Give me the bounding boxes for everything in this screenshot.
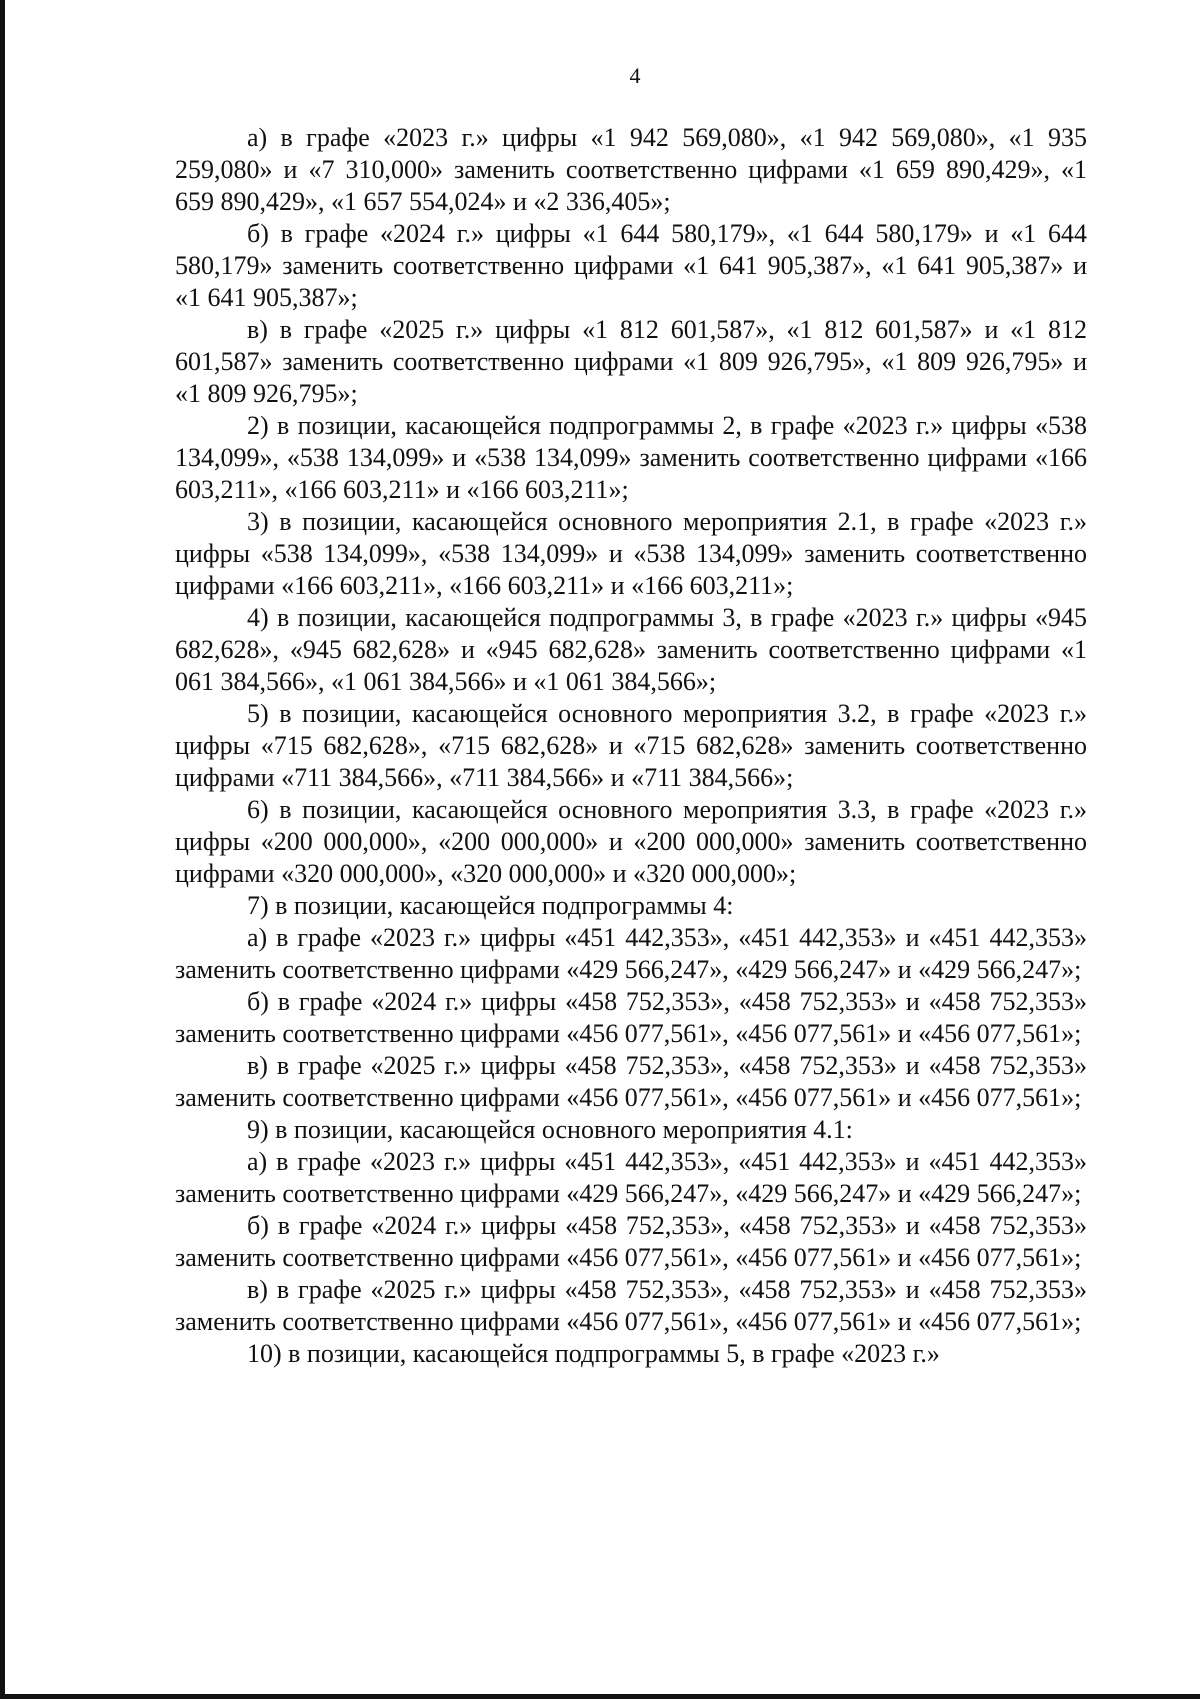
paragraph-7b-2024: б) в графе «2024 г.» цифры «458 752,353», «458 752,353» и «458 752,353» заменить соответственно цифрами «456 077,561», «456 077,561» и «456 077,561»;	[175, 987, 1087, 1048]
scan-bottom-edge	[0, 1694, 1200, 1699]
paragraph-3c-2025: в) в графе «2025 г.» цифры «1 812 601,587», «1 812 601,587» и «1 812 601,587» заменить соответственно цифрами «1 809 926,795», «1 809 926,795» и «1 809 926,795»;	[175, 315, 1087, 408]
paragraph-item-5: 5) в позиции, касающейся основного мероприятия 3.2, в графе «2023 г.» цифры «715 682,628», «715 682,628» и «715 682,628» заменить соответственно цифрами «711 384,566», «711 384,566» и «711 384,566»;	[175, 699, 1087, 792]
paragraph-7a-2023: а) в графе «2023 г.» цифры «451 442,353», «451 442,353» и «451 442,353» заменить соответственно цифрами «429 566,247», «429 566,247» и «429 566,247»;	[175, 923, 1087, 984]
document-body	[175, 122, 1087, 1370]
paragraph-item-9: 9) в позиции, касающейся основного мероприятия 4.1:	[247, 1115, 853, 1144]
scan-left-edge	[0, 0, 5, 1699]
paragraph-item-3: 3) в позиции, касающейся основного мероприятия 2.1, в графе «2023 г.» цифры «538 134,099», «538 134,099» и «538 134,099» заменить соответственно цифрами «166 603,211», «166 603,211» и «166 603,211»;	[175, 507, 1087, 600]
paragraph-item-2: 2) в позиции, касающейся подпрограммы 2, в графе «2023 г.» цифры «538 134,099», «538 134,099» и «538 134,099» заменить соответственно цифрами «166 603,211», «166 603,211» и «166 603,211»;	[175, 411, 1087, 504]
paragraph-item-10: 10) в позиции, касающейся подпрограммы 5, в графе «2023 г.»	[247, 1339, 940, 1368]
paragraph-item-4: 4) в позиции, касающейся подпрограммы 3, в графе «2023 г.» цифры «945 682,628», «945 682,628» и «945 682,628» заменить соответственно цифрами «1 061 384,566», «1 061 384,566» и «1 061 384,566»;	[175, 603, 1087, 696]
paragraph-9c-2025: в) в графе «2025 г.» цифры «458 752,353», «458 752,353» и «458 752,353» заменить соответственно цифрами «456 077,561», «456 077,561» и «456 077,561»;	[175, 1275, 1087, 1336]
paragraph-item-6: 6) в позиции, касающейся основного мероприятия 3.3, в графе «2023 г.» цифры «200 000,000», «200 000,000» и «200 000,000» заменить соответственно цифрами «320 000,000», «320 000,000» и «320 000,000»;	[175, 795, 1087, 888]
paragraph-3a-2023: а) в графе «2023 г.» цифры «1 942 569,080», «1 942 569,080», «1 935 259,080» и «7 310,000» заменить соответственно цифрами «1 659 890,429», «1 659 890,429», «1 657 554,024» и «2 336,405»;	[175, 123, 1087, 216]
paragraph-7c-2025: в) в графе «2025 г.» цифры «458 752,353», «458 752,353» и «458 752,353» заменить соответственно цифрами «456 077,561», «456 077,561» и «456 077,561»;	[175, 1051, 1087, 1112]
page-number: 4	[629, 63, 641, 88]
paragraph-item-7: 7) в позиции, касающейся подпрограммы 4:	[247, 891, 734, 920]
paragraph-3b-2024: б) в графе «2024 г.» цифры «1 644 580,179», «1 644 580,179» и «1 644 580,179» заменить соответственно цифрами «1 641 905,387», «1 641 905,387» и «1 641 905,387»;	[175, 219, 1087, 312]
paragraph-9a-2023: а) в графе «2023 г.» цифры «451 442,353», «451 442,353» и «451 442,353» заменить соответственно цифрами «429 566,247», «429 566,247» и «429 566,247»;	[175, 1147, 1087, 1208]
paragraph-9b-2024: б) в графе «2024 г.» цифры «458 752,353», «458 752,353» и «458 752,353» заменить соответственно цифрами «456 077,561», «456 077,561» и «456 077,561»;	[175, 1211, 1087, 1272]
